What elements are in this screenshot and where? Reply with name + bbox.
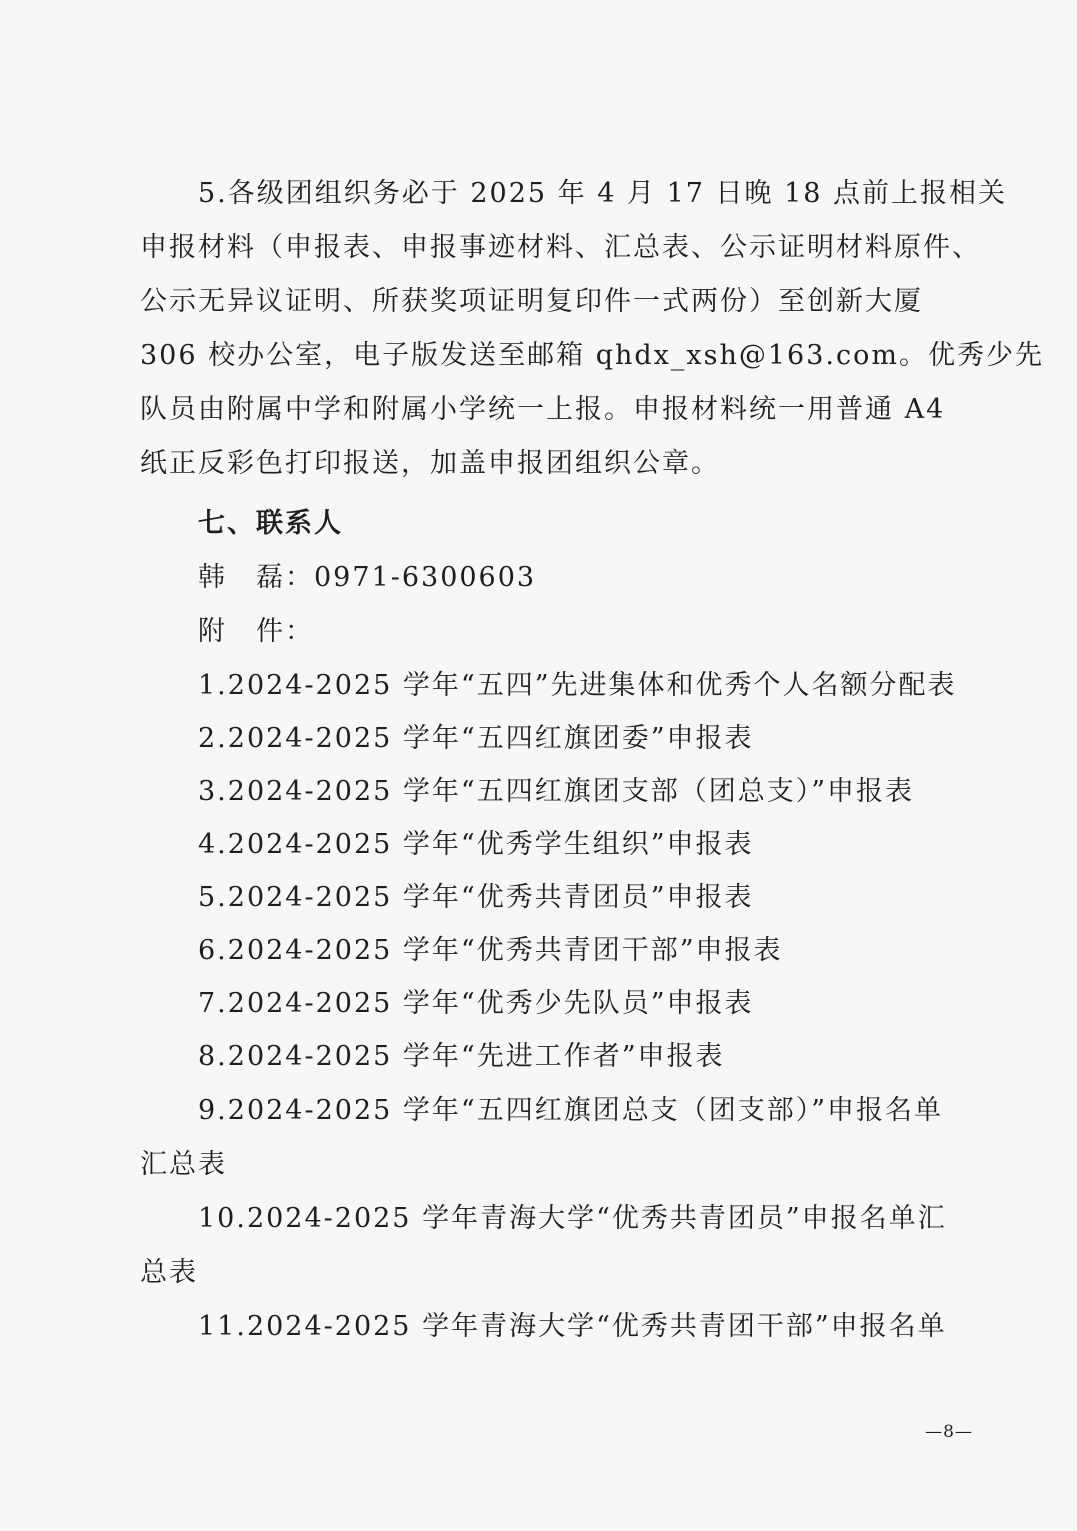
contact-line: 韩 磊：0971-6300603 <box>198 562 537 593</box>
attachment-item: 4.2024-2025 学年“优秀学生组织”申报表 <box>198 829 754 860</box>
page-number: —8— <box>925 1422 973 1442</box>
paragraph5-line2: 申报材料（申报表、申报事迹材料、汇总表、公示证明材料原件、 <box>140 232 981 263</box>
attachment-item: 7.2024-2025 学年“优秀少先队员”申报表 <box>198 988 754 1019</box>
attachment-item: 11.2024-2025 学年青海大学“优秀共青团干部”申报名单 <box>198 1311 947 1342</box>
attachment-item: 3.2024-2025 学年“五四红旗团支部（团总支）”申报表 <box>198 776 914 807</box>
paragraph5-line3: 公示无异议证明、所获奖项证明复印件一式两份）至创新大厦 <box>140 286 923 317</box>
attachment-item-continuation: 总表 <box>140 1257 198 1288</box>
attachment-item: 8.2024-2025 学年“先进工作者”申报表 <box>198 1041 725 1072</box>
attachment-item: 9.2024-2025 学年“五四红旗团总支（团支部）”申报名单 <box>198 1095 943 1126</box>
section7-heading: 七、联系人 <box>198 508 343 539</box>
paragraph5-line6: 纸正反彩色打印报送，加盖申报团组织公章。 <box>140 448 720 479</box>
paragraph5-line5: 队员由附属中学和附属小学统一上报。申报材料统一用普通 A4 <box>140 394 946 425</box>
attachment-item: 10.2024-2025 学年青海大学“优秀共青团员”申报名单汇 <box>198 1203 947 1234</box>
paragraph5-line1: 5.各级团组织务必于 2025 年 4 月 17 日晚 18 点前上报相关 <box>198 178 1008 209</box>
attachment-item: 6.2024-2025 学年“优秀共青团干部”申报表 <box>198 935 783 966</box>
attachments-heading: 附 件： <box>198 616 314 647</box>
attachment-item: 2.2024-2025 学年“五四红旗团委”申报表 <box>198 723 754 754</box>
paragraph5-line4: 306 校办公室，电子版发送至邮箱 qhdx_xsh@163.com。优秀少先 <box>140 340 1044 371</box>
attachment-item: 1.2024-2025 学年“五四”先进集体和优秀个人名额分配表 <box>198 670 957 701</box>
attachment-item-continuation: 汇总表 <box>140 1149 227 1180</box>
attachment-item: 5.2024-2025 学年“优秀共青团员”申报表 <box>198 882 754 913</box>
